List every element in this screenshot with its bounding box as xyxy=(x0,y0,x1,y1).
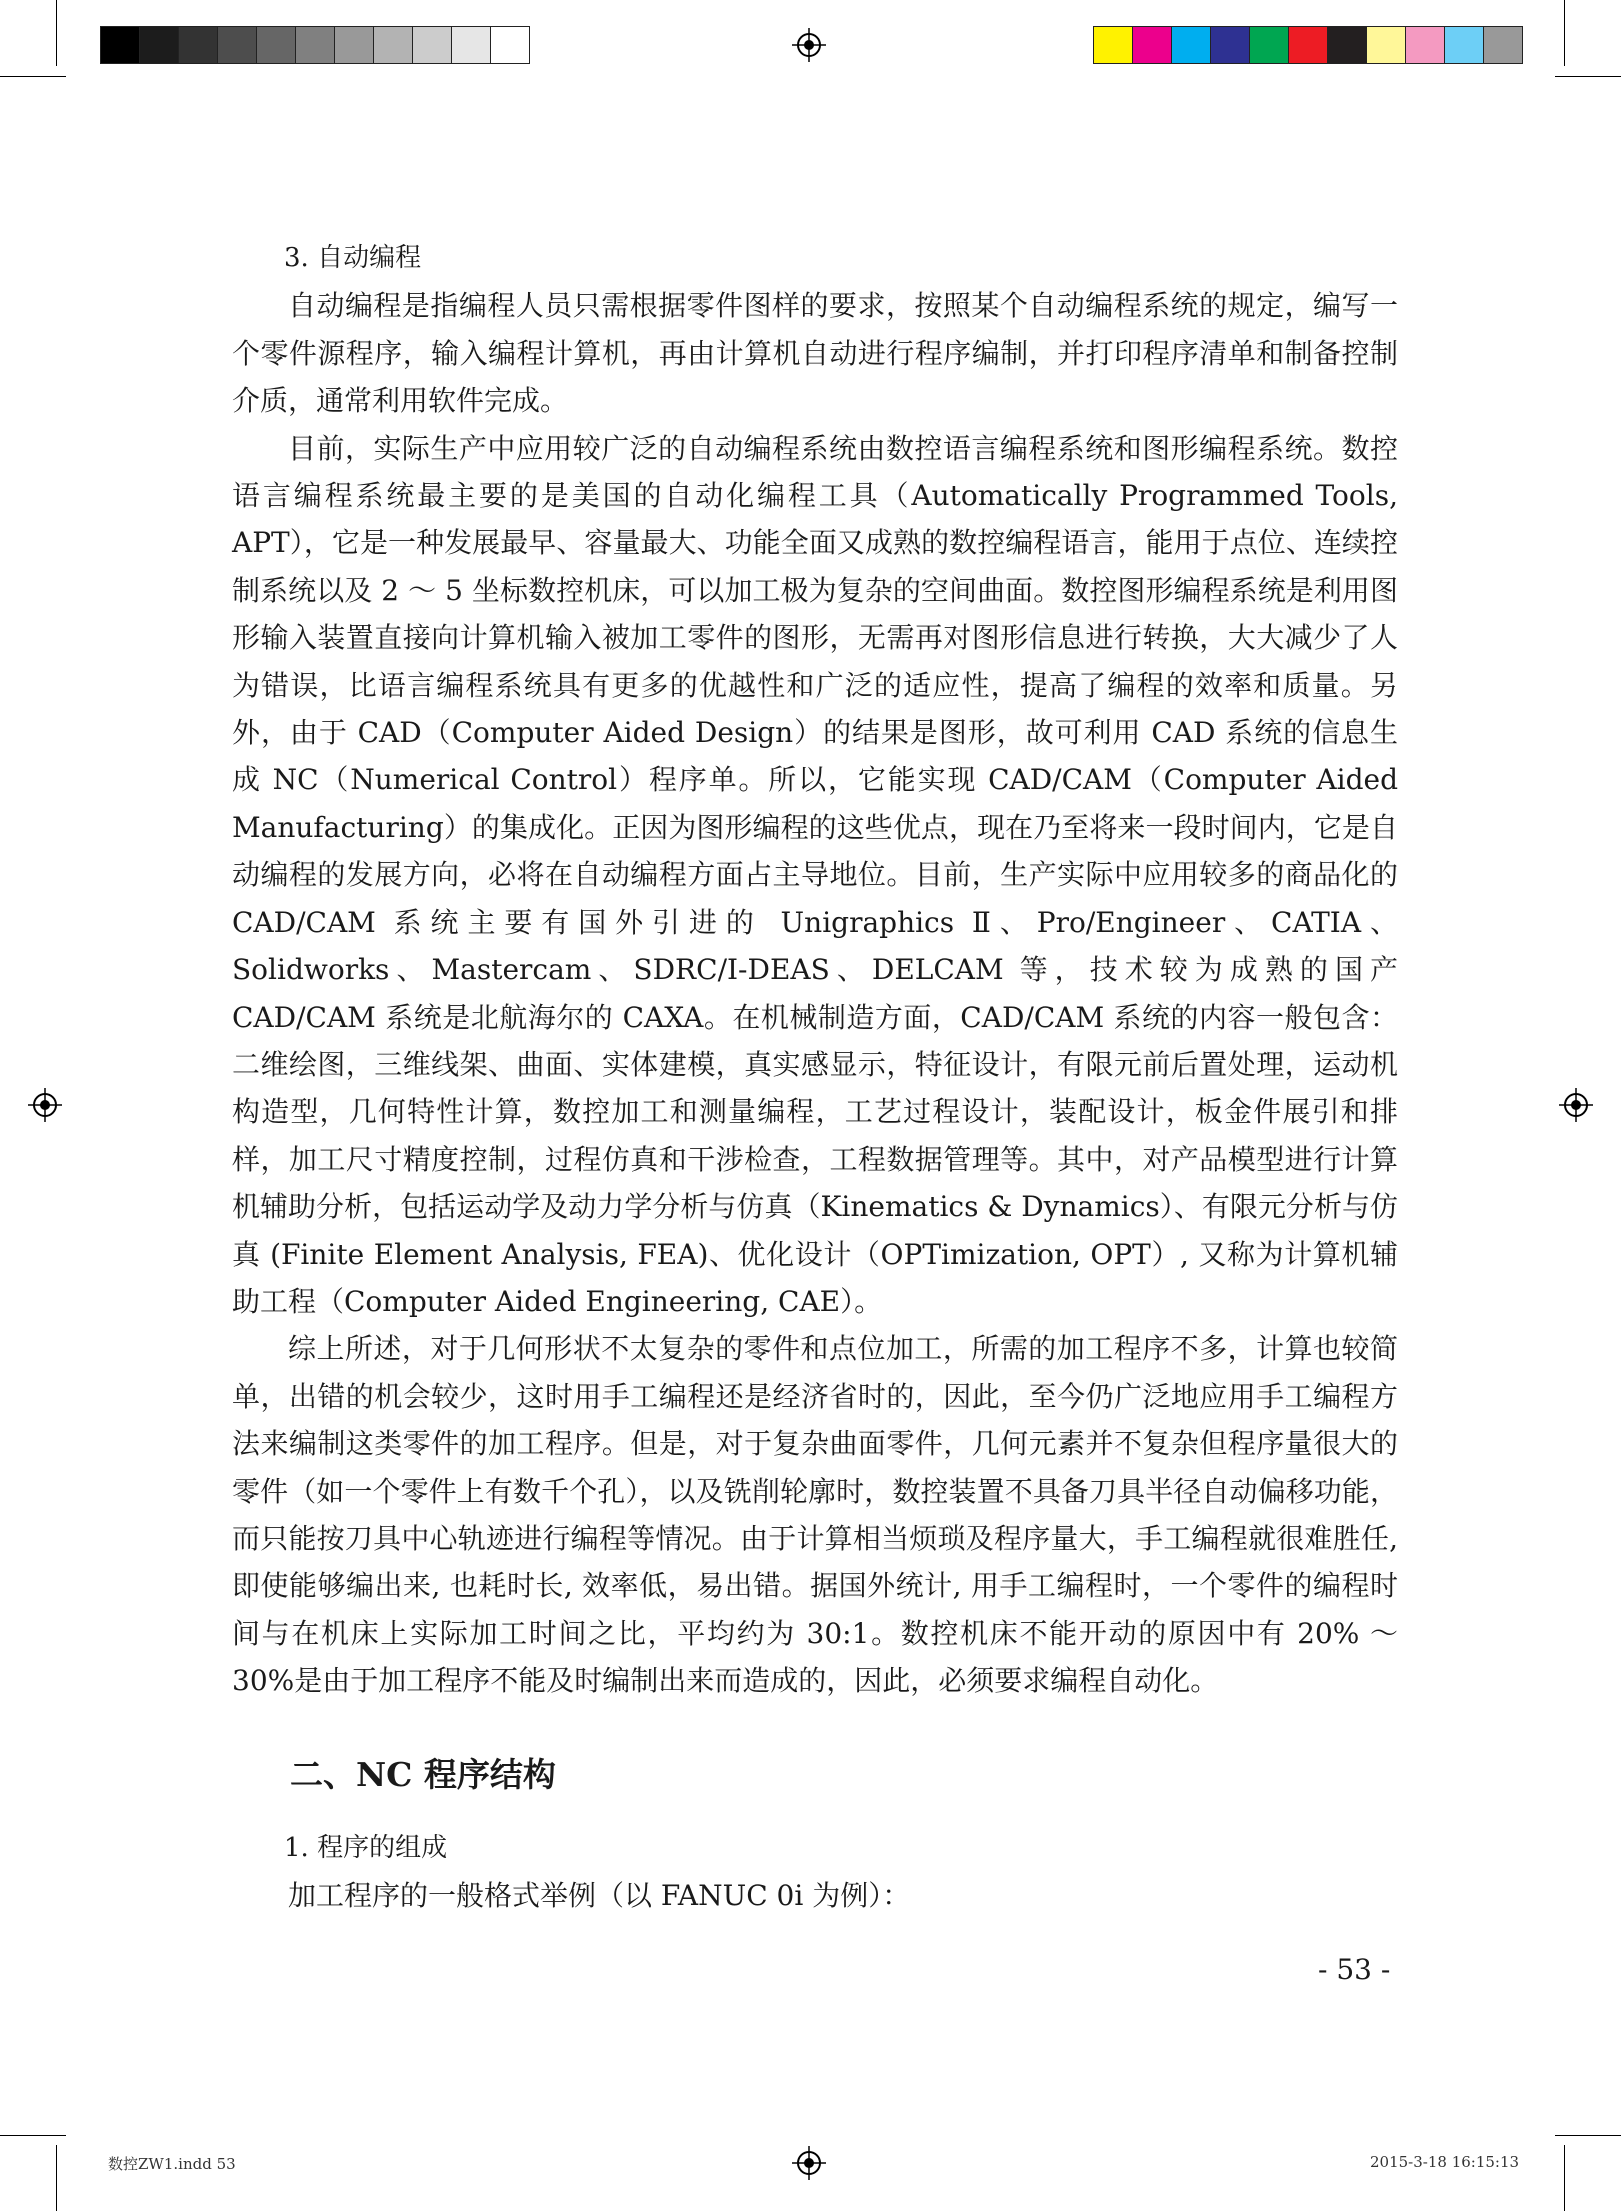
crop-mark-br-v xyxy=(1564,2145,1565,2211)
gray-swatch-7 xyxy=(335,27,374,63)
chapter-heading-nc-structure: 二、NC 程序结构 xyxy=(290,1754,556,1794)
registration-mark-bottom-icon xyxy=(792,2146,826,2180)
gray-swatch-4 xyxy=(218,27,257,63)
page-number: - 53 - xyxy=(1318,1953,1391,1986)
crop-mark-bl-h xyxy=(0,2135,66,2136)
color-swatch-2 xyxy=(1133,27,1172,63)
color-calibration-bar xyxy=(1093,26,1523,64)
color-swatch-8 xyxy=(1367,27,1406,63)
crop-mark-tl-h xyxy=(0,76,66,77)
gray-swatch-11 xyxy=(491,27,529,63)
gray-swatch-1 xyxy=(101,27,140,63)
lead-text-program-format: 加工程序的一般格式举例（以 FANUC 0i 为例）： xyxy=(288,1879,911,1912)
grayscale-calibration-bar xyxy=(100,26,530,64)
gray-swatch-2 xyxy=(140,27,179,63)
gray-swatch-3 xyxy=(179,27,218,63)
crop-mark-br-h xyxy=(1555,2135,1621,2136)
gray-swatch-8 xyxy=(374,27,413,63)
slug-datetime: 2015-3-18 16:15:13 xyxy=(1370,2153,1520,2171)
paragraph-systems: 目前，实际生产中应用较广泛的自动编程系统由数控语言编程系统和图形编程系统。数控语言编程系统最主要的是美国的自动化编程工具（Automatically Programmed Tools, APT），它是一种发展最早、容量最大、功能全面又成熟的数控编程语言，能用于点位、连续控制系统以及 2 ～ 5 坐标数控机床，可以加工极为复杂的空间曲面。数控图形编程系统是利用图形输入装置直接向计算机输入被加工零件的图形，无需再对图形信息进行转换，大大减少了人为错误，比语言编程系统具有更多的优越性和广泛的适应性，提高了编程的效率和质量。另外，由于 CAD（Computer Aided Design）的结果是图形，故可利用 CAD 系统的信息生成 NC（Numerical Control）程序单。所以，它能实现 CAD/CAM（Computer Aided Manufacturing）的集成化。正因为图形编程的这些优点，现在乃至将来一段时间内，它是自动编程的发展方向，必将在自动编程方面占主导地位。目前，生产实际中应用较多的商品化的 CAD/CAM 系统主要有国外引进的 Unigraphics Ⅱ、Pro/Engineer、CATIA、Solidworks、Mastercam、SDRC/I-DEAS、DELCAM 等，技术较为成熟的国产 CAD/CAM 系统是北航海尔的 CAXA。在机械制造方面，CAD/CAM 系统的内容一般包含：二维绘图，三维线架、曲面、实体建模，真实感显示，特征设计，有限元前后置处理，运动机构造型，几何特性计算，数控加工和测量编程，工艺过程设计，装配设计，板金件展引和排样，加工尺寸精度控制，过程仿真和干涉检查，工程数据管理等。其中，对产品模型进行计算机辅助分析，包括运动学及动力学分析与仿真（Kinematics & Dynamics）、有限元分析与仿真 (Finite Element Analysis, FEA)、优化设计（OPTimization, OPT）, 又称为计算机辅助工程（Computer Aided Engineering, CAE）。 xyxy=(232,431,1398,1318)
color-swatch-4 xyxy=(1211,27,1250,63)
slug-file-name: 数控ZW1.indd 53 xyxy=(108,2155,236,2173)
color-swatch-9 xyxy=(1406,27,1445,63)
section-heading-auto-programming: 3. 自动编程 xyxy=(284,243,422,273)
paragraph-summary: 综上所述，对于几何形状不太复杂的零件和点位加工，所需的加工程序不多，计算也较简单，出错的机会较少，这时用手工编程还是经济省时的，因此，至今仍广泛地应用手工编程方法来编制这类零件的加工程序。但是，对于复杂曲面零件，几何元素并不复杂但程序量很大的零件（如一个零件上有数千个孔），以及铣削轮廓时，数控装置不具备刀具半径自动偏移功能，而只能按刀具中心轨迹进行编程等情况。由于计算相当烦琐及程序量大，手工编程就很难胜任, 即使能够编出来, 也耗时长, 效率低，易出错。据国外统计, 用手工编程时，一个零件的编程时间与在机床上实际加工时间之比，平均约为 30:1。数控机床不能开动的原因中有 20% ～ 30%是由于加工程序不能及时编制出来而造成的，因此，必须要求编程自动化。 xyxy=(232,1332,1398,1698)
crop-mark-tr-h xyxy=(1555,76,1621,77)
color-swatch-11 xyxy=(1484,27,1522,63)
paragraph-definition: 自动编程是指编程人员只需根据零件图样的要求，按照某个自动编程系统的规定，编写一个零件源程序，输入编程计算机，再由计算机自动进行程序编制，并打印程序清单和制备控制介质，通常利用软件完成。 xyxy=(232,289,1398,418)
color-swatch-1 xyxy=(1094,27,1133,63)
registration-mark-left-icon xyxy=(28,1088,62,1122)
crop-mark-bl-v xyxy=(56,2145,57,2211)
color-swatch-5 xyxy=(1250,27,1289,63)
page-body xyxy=(232,235,1398,1919)
gray-swatch-5 xyxy=(257,27,296,63)
sub-heading-program-composition: 1. 程序的组成 xyxy=(284,1832,448,1863)
color-swatch-6 xyxy=(1289,27,1328,63)
crop-mark-tl-v xyxy=(56,0,57,66)
crop-mark-tr-v xyxy=(1564,0,1565,66)
gray-swatch-10 xyxy=(452,27,491,63)
registration-mark-top-icon xyxy=(792,28,826,62)
color-swatch-7 xyxy=(1328,27,1367,63)
color-swatch-10 xyxy=(1445,27,1484,63)
color-swatch-3 xyxy=(1172,27,1211,63)
gray-swatch-9 xyxy=(413,27,452,63)
gray-swatch-6 xyxy=(296,27,335,63)
registration-mark-right-icon xyxy=(1559,1088,1593,1122)
